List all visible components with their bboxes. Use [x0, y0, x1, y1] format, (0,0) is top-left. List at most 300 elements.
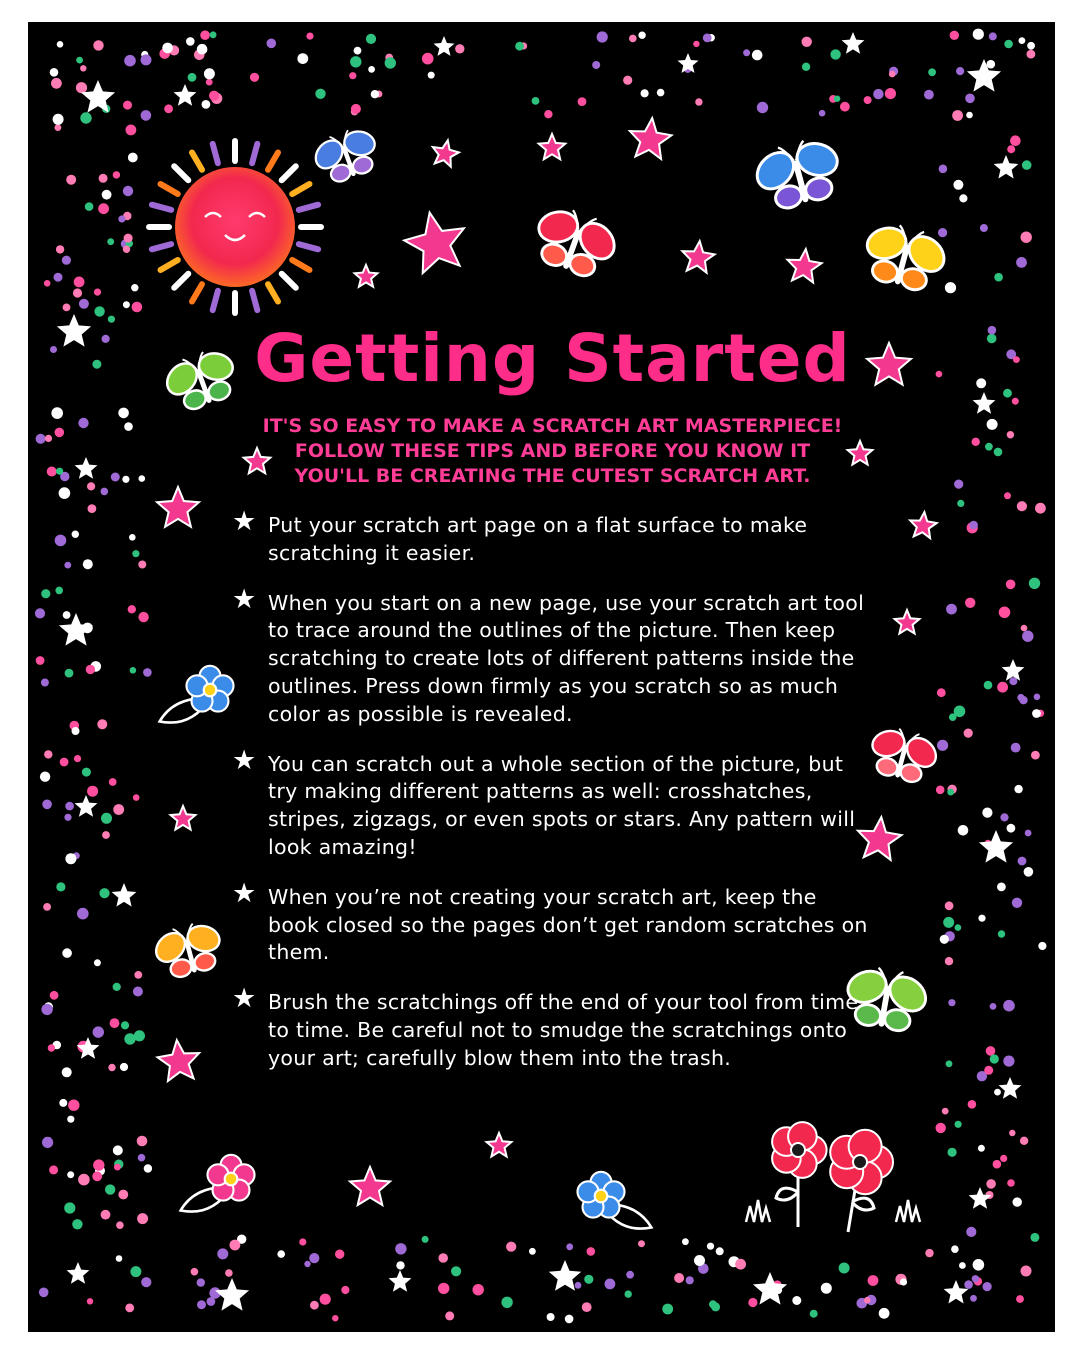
confetti-dot	[57, 41, 64, 48]
star-icon: ★	[232, 506, 257, 537]
star-icon	[910, 512, 937, 538]
confetti-dot	[695, 98, 702, 105]
confetti-dot	[662, 1304, 673, 1315]
confetti-dot	[113, 171, 120, 178]
confetti-dot	[62, 256, 71, 265]
confetti-dot	[939, 165, 948, 174]
confetti-dot	[200, 30, 210, 40]
confetti-dot	[107, 238, 114, 245]
confetti-dot	[936, 786, 945, 795]
confetti-dot	[267, 39, 277, 49]
confetti-dot	[64, 1202, 75, 1213]
flower-icon	[181, 1155, 255, 1212]
confetti-dot	[128, 153, 138, 163]
confetti-dot	[204, 68, 215, 79]
confetti-dot	[297, 53, 308, 64]
star-icon	[788, 249, 822, 282]
confetti-dot	[952, 110, 963, 121]
confetti-dot	[1013, 1197, 1022, 1206]
confetti-dot	[141, 110, 152, 121]
confetti-dot	[143, 668, 152, 677]
confetti-dot	[74, 755, 81, 762]
tip-text: Put your scratch art page on a flat surface to make scratching it easier.	[268, 513, 808, 565]
star-icon	[433, 140, 459, 166]
star-icon	[171, 806, 196, 830]
confetti-dot	[102, 190, 112, 200]
confetti-dot	[40, 772, 50, 782]
confetti-dot	[889, 71, 896, 78]
star-icon	[979, 830, 1013, 863]
confetti-dot	[310, 1301, 319, 1310]
confetti-dot	[74, 277, 85, 288]
confetti-dot	[584, 1275, 593, 1284]
star-icon	[682, 241, 714, 273]
confetti-dot	[123, 101, 132, 110]
confetti-dot	[953, 180, 963, 190]
confetti-dot	[965, 598, 975, 608]
confetti-dot	[109, 778, 117, 786]
confetti-dot	[982, 808, 992, 818]
confetti-dot	[125, 1304, 134, 1313]
confetti-dot	[819, 110, 826, 117]
flower-icon	[160, 666, 234, 723]
confetti-dot	[885, 88, 896, 99]
confetti-dot	[1032, 709, 1041, 718]
confetti-dot	[1014, 785, 1022, 793]
confetti-dot	[1003, 1056, 1014, 1067]
tip-text: When you start on a new page, use your scratch art tool to trace around the outlines of the picture. Then keep scratching to create lots of different patterns inside the outlines. Press down firmly as you scratch so as much color as possible is revealed.	[268, 590, 865, 726]
confetti-dot	[50, 991, 59, 1000]
star-icon	[487, 1133, 512, 1157]
confetti-dot	[748, 1298, 757, 1307]
confetti-dot	[1017, 694, 1024, 701]
tip-text: When you’re not creating your scratch art, keep the book closed so the pages don’t get random scratches on them.	[268, 884, 868, 965]
confetti-dot	[87, 786, 98, 797]
confetti-dot	[879, 1308, 890, 1319]
confetti-dot	[1007, 824, 1016, 833]
confetti-dot	[989, 32, 997, 40]
confetti-dot	[94, 306, 104, 316]
intro-line: IT'S SO EASY TO MAKE A SCRATCH ART MASTERPIECE!	[262, 415, 843, 437]
confetti-dot	[1006, 580, 1016, 590]
confetti-dot	[943, 917, 954, 928]
confetti-dot	[210, 31, 217, 38]
confetti-dot	[1007, 145, 1015, 153]
confetti-dot	[64, 562, 71, 569]
confetti-dot	[592, 61, 600, 69]
confetti-dot	[385, 57, 396, 68]
confetti-dot	[60, 758, 69, 767]
confetti-dot	[118, 1190, 128, 1200]
confetti-dot	[575, 1282, 582, 1289]
confetti-dot	[506, 1242, 516, 1252]
confetti-dot	[101, 813, 112, 824]
star-icon	[630, 118, 672, 159]
confetti-dot	[128, 605, 136, 613]
confetti-dot	[965, 94, 975, 104]
confetti-dot	[925, 1249, 933, 1257]
confetti-dot	[868, 1275, 879, 1286]
confetti-dot	[928, 68, 936, 76]
tip-text: You can scratch out a whole section of the picture, but try making different patterns as well: crosshatches, stripes, zigzags, or even spots or stars. Any pattern will look amazing!	[268, 751, 856, 859]
star-icon	[967, 59, 1001, 92]
star-icon: ★	[232, 983, 257, 1015]
confetti-dot	[445, 1311, 454, 1320]
confetti-dot	[62, 1067, 72, 1077]
confetti-dot	[547, 1313, 555, 1321]
intro-text	[28, 414, 1055, 489]
confetti-dot	[186, 37, 195, 46]
confetti-dot	[137, 1136, 148, 1147]
confetti-dot	[66, 175, 76, 185]
confetti-dot	[792, 1296, 801, 1305]
confetti-dot	[191, 1268, 199, 1276]
confetti-dot	[88, 504, 97, 513]
confetti-dot	[110, 1018, 120, 1028]
confetti-dot	[97, 719, 107, 729]
star-icon	[895, 610, 920, 634]
confetti-dot	[703, 34, 712, 43]
confetti-dot	[53, 114, 64, 125]
confetti-dot	[830, 49, 840, 59]
confetti-dot	[711, 1302, 720, 1311]
confetti-dot	[131, 284, 138, 291]
confetti-dot	[937, 740, 948, 751]
star-icon	[994, 155, 1019, 179]
confetti-dot	[366, 34, 376, 44]
confetti-dot	[65, 802, 74, 811]
confetti-dot	[529, 1248, 536, 1255]
confetti-dot	[565, 1315, 574, 1324]
confetti-dot	[707, 1243, 714, 1250]
confetti-dot	[1031, 751, 1040, 760]
star-icon	[434, 36, 455, 56]
star-icon	[842, 32, 865, 54]
confetti-dot	[94, 959, 101, 966]
confetti-dot	[130, 667, 137, 674]
confetti-dot	[1010, 135, 1021, 146]
confetti-dot	[197, 44, 208, 55]
confetti-dot	[473, 1284, 484, 1295]
confetti-dot	[983, 1282, 992, 1291]
confetti-dot	[997, 682, 1008, 693]
confetti-dot	[937, 688, 946, 697]
confetti-dot	[1030, 1233, 1039, 1242]
butterfly-icon	[305, 120, 388, 189]
confetti-dot	[395, 1243, 406, 1254]
confetti-dot	[428, 72, 435, 79]
confetti-dot	[948, 999, 955, 1006]
confetti-dot	[625, 1290, 632, 1297]
star-icon	[753, 1272, 787, 1305]
confetti-dot	[82, 768, 91, 777]
confetti-dot	[438, 1283, 449, 1294]
confetti-dot	[123, 186, 133, 196]
confetti-dot	[98, 203, 109, 214]
butterfly-icon	[522, 197, 628, 285]
confetti-dot	[1027, 42, 1035, 50]
confetti-dot	[955, 1121, 962, 1128]
confetti-dot	[197, 1278, 205, 1286]
star-icon	[404, 213, 464, 274]
confetti-dot	[821, 1283, 832, 1294]
confetti-dot	[102, 831, 110, 839]
confetti-dot	[335, 1250, 344, 1259]
confetti-dot	[129, 534, 136, 541]
confetti-dot	[994, 273, 1003, 282]
star-icon	[999, 1077, 1022, 1099]
confetti-dot	[209, 91, 219, 101]
butterfly-icon	[146, 915, 231, 983]
confetti-dot	[202, 100, 211, 109]
confetti-dot	[532, 97, 540, 105]
confetti-dot	[51, 78, 62, 89]
confetti-dot	[945, 901, 954, 910]
confetti-dot	[1022, 631, 1033, 642]
confetti-dot	[1019, 37, 1026, 44]
confetti-dot	[65, 669, 74, 678]
confetti-dot	[501, 1297, 512, 1308]
confetti-dot	[36, 656, 45, 665]
confetti-dot	[68, 1100, 79, 1111]
confetti-dot	[638, 32, 645, 39]
confetti-dot	[85, 202, 94, 211]
confetti-dot	[544, 110, 552, 118]
confetti-dot	[54, 273, 63, 282]
confetti-dot	[105, 1184, 115, 1194]
confetti-dot	[945, 282, 956, 293]
confetti-dot	[1021, 625, 1028, 632]
confetti-dot	[101, 1210, 111, 1220]
confetti-dot	[41, 589, 50, 598]
confetti-dot	[132, 302, 143, 313]
confetti-dot	[1011, 743, 1021, 753]
confetti-dot	[950, 31, 959, 40]
confetti-dot	[422, 1236, 429, 1243]
confetti-dot	[42, 800, 52, 810]
confetti-dot	[320, 1294, 331, 1305]
confetti-dot	[682, 1238, 689, 1245]
confetti-dot	[956, 67, 964, 75]
confetti-dot	[80, 112, 91, 123]
confetti-dot	[990, 1054, 999, 1063]
confetti-dot	[62, 948, 72, 958]
confetti-dot	[839, 1263, 850, 1274]
confetti-dot	[968, 1100, 977, 1109]
confetti-dot	[72, 727, 80, 735]
confetti-dot	[694, 1255, 705, 1266]
confetti-dot	[810, 1310, 818, 1318]
confetti-dot	[130, 1266, 141, 1277]
confetti-dot	[83, 559, 93, 569]
confetti-dot	[587, 1247, 596, 1256]
confetti-dot	[72, 1219, 82, 1229]
confetti-dot	[67, 1171, 74, 1178]
confetti-dot	[63, 611, 71, 619]
confetti-dot	[59, 1099, 67, 1107]
confetti-dot	[1004, 492, 1011, 499]
page-title: Getting Started	[254, 320, 851, 397]
confetti-dot	[948, 1148, 957, 1157]
confetti-dot	[133, 987, 143, 997]
confetti-dot	[113, 1145, 123, 1155]
confetti-dot	[72, 531, 79, 538]
confetti-dot	[940, 935, 949, 944]
confetti-dot	[958, 825, 969, 836]
list-item	[228, 877, 868, 967]
confetti-dot	[954, 706, 966, 718]
confetti-dot	[94, 289, 101, 296]
confetti-dot	[597, 31, 608, 42]
confetti-dot	[113, 804, 124, 815]
butterfly-icon	[853, 215, 956, 297]
confetti-dot	[964, 1280, 973, 1289]
confetti-dot	[73, 288, 82, 297]
confetti-dot	[76, 82, 87, 93]
star-icon	[355, 265, 378, 287]
confetti-dot	[987, 60, 996, 69]
sun-icon	[149, 141, 321, 313]
confetti-dot	[116, 1221, 124, 1229]
confetti-dot	[422, 53, 434, 65]
confetti-dot	[64, 814, 71, 821]
confetti-dot	[138, 561, 146, 569]
confetti-dot	[1016, 257, 1027, 268]
intro-line: YOU'LL BE CREATING THE CUTEST SCRATCH ART.	[294, 465, 811, 487]
confetti-dot	[984, 681, 993, 690]
confetti-dot	[315, 89, 325, 99]
confetti-dot	[1000, 1155, 1007, 1162]
confetti-dot	[50, 68, 59, 77]
confetti-dot	[332, 1315, 338, 1321]
confetti-dot	[1009, 677, 1017, 685]
confetti-dot	[35, 608, 45, 618]
confetti-dot	[164, 104, 173, 113]
confetti-dot	[1009, 1130, 1015, 1136]
confetti-dot	[945, 957, 953, 965]
confetti-dot	[1024, 867, 1034, 877]
star-icon: ★	[232, 583, 257, 615]
confetti-dot	[451, 1266, 461, 1276]
confetti-dot	[623, 76, 632, 85]
confetti-dot	[946, 604, 957, 615]
confetti-dot	[641, 89, 649, 97]
confetti-dot	[957, 500, 964, 507]
confetti-dot	[566, 1243, 573, 1250]
confetti-dot	[986, 1046, 996, 1056]
star-icon	[969, 1187, 992, 1209]
confetti-dot	[1020, 1137, 1028, 1145]
confetti-dot	[515, 42, 524, 51]
confetti-dot	[1038, 942, 1046, 950]
confetti-dot	[1025, 830, 1032, 837]
confetti-dot	[1035, 503, 1046, 514]
confetti-dot	[133, 794, 140, 801]
confetti-dot	[864, 1297, 871, 1304]
confetti-dot	[973, 29, 984, 40]
confetti-dot	[973, 1259, 985, 1271]
star-icon	[158, 1040, 200, 1081]
confetti-dot	[67, 1116, 74, 1123]
star-icon	[539, 134, 566, 159]
confetti-dot	[951, 1245, 959, 1253]
confetti-dot	[43, 903, 51, 911]
tips-list	[228, 506, 868, 1095]
confetti-dot	[93, 40, 103, 50]
confetti-dot	[936, 1123, 946, 1133]
confetti-dot	[250, 73, 259, 82]
confetti-dot	[955, 924, 962, 931]
confetti-dot	[582, 1302, 592, 1312]
star-icon	[77, 1037, 100, 1059]
star-icon	[67, 1262, 90, 1284]
confetti-dot	[118, 215, 125, 222]
confetti-dot	[39, 1288, 49, 1298]
confetti-dot	[93, 1026, 104, 1037]
list-item	[228, 744, 868, 862]
confetti-dot	[134, 971, 142, 979]
intro-line: FOLLOW THESE TIPS AND BEFORE YOU KNOW IT	[294, 440, 811, 462]
confetti-dot	[1007, 1179, 1015, 1187]
confetti-dot	[752, 50, 763, 61]
confetti-dot	[686, 1276, 694, 1284]
confetti-dot	[605, 1279, 616, 1290]
confetti-dot	[197, 1300, 206, 1309]
confetti-dot	[93, 1159, 104, 1170]
confetti-dot	[1022, 160, 1032, 170]
confetti-dot	[1012, 898, 1022, 908]
confetti-dot	[1004, 40, 1013, 49]
confetti-dot	[1018, 857, 1027, 866]
flower-icon	[577, 1172, 651, 1229]
confetti-dot	[1012, 398, 1019, 405]
confetti-dot	[980, 224, 988, 232]
confetti-dot	[350, 56, 361, 67]
confetti-dot	[1021, 1266, 1032, 1277]
confetti-dot	[162, 43, 173, 54]
confetti-dot	[113, 983, 121, 991]
confetti-dot	[371, 90, 379, 98]
confetti-dot	[124, 55, 136, 67]
confetti-dot	[41, 679, 49, 687]
confetti-dot	[44, 280, 51, 287]
star-icon	[75, 795, 98, 817]
poppy-flowers-icon	[746, 1122, 920, 1232]
star-icon	[112, 883, 137, 907]
confetti-dot	[277, 1250, 285, 1258]
confetti-dot	[59, 487, 71, 499]
confetti-dot	[124, 234, 133, 243]
confetti-dot	[56, 882, 65, 891]
confetti-dot	[1021, 232, 1032, 243]
confetti-dot	[716, 1247, 724, 1255]
list-item	[228, 583, 868, 729]
confetti-dot	[834, 96, 840, 102]
confetti-dot	[693, 41, 699, 47]
confetti-dot	[108, 1064, 115, 1071]
confetti-dot	[138, 1154, 146, 1162]
list-item	[228, 983, 868, 1072]
confetti-dot	[42, 1137, 53, 1148]
confetti-dot	[978, 915, 985, 922]
confetti-dot	[1000, 813, 1008, 821]
confetti-dot	[217, 1248, 228, 1259]
confetti-dot	[368, 66, 375, 73]
confetti-dot	[959, 194, 967, 202]
confetti-dot	[79, 299, 89, 309]
confetti-dot	[92, 1171, 102, 1181]
confetti-dot	[55, 535, 67, 547]
